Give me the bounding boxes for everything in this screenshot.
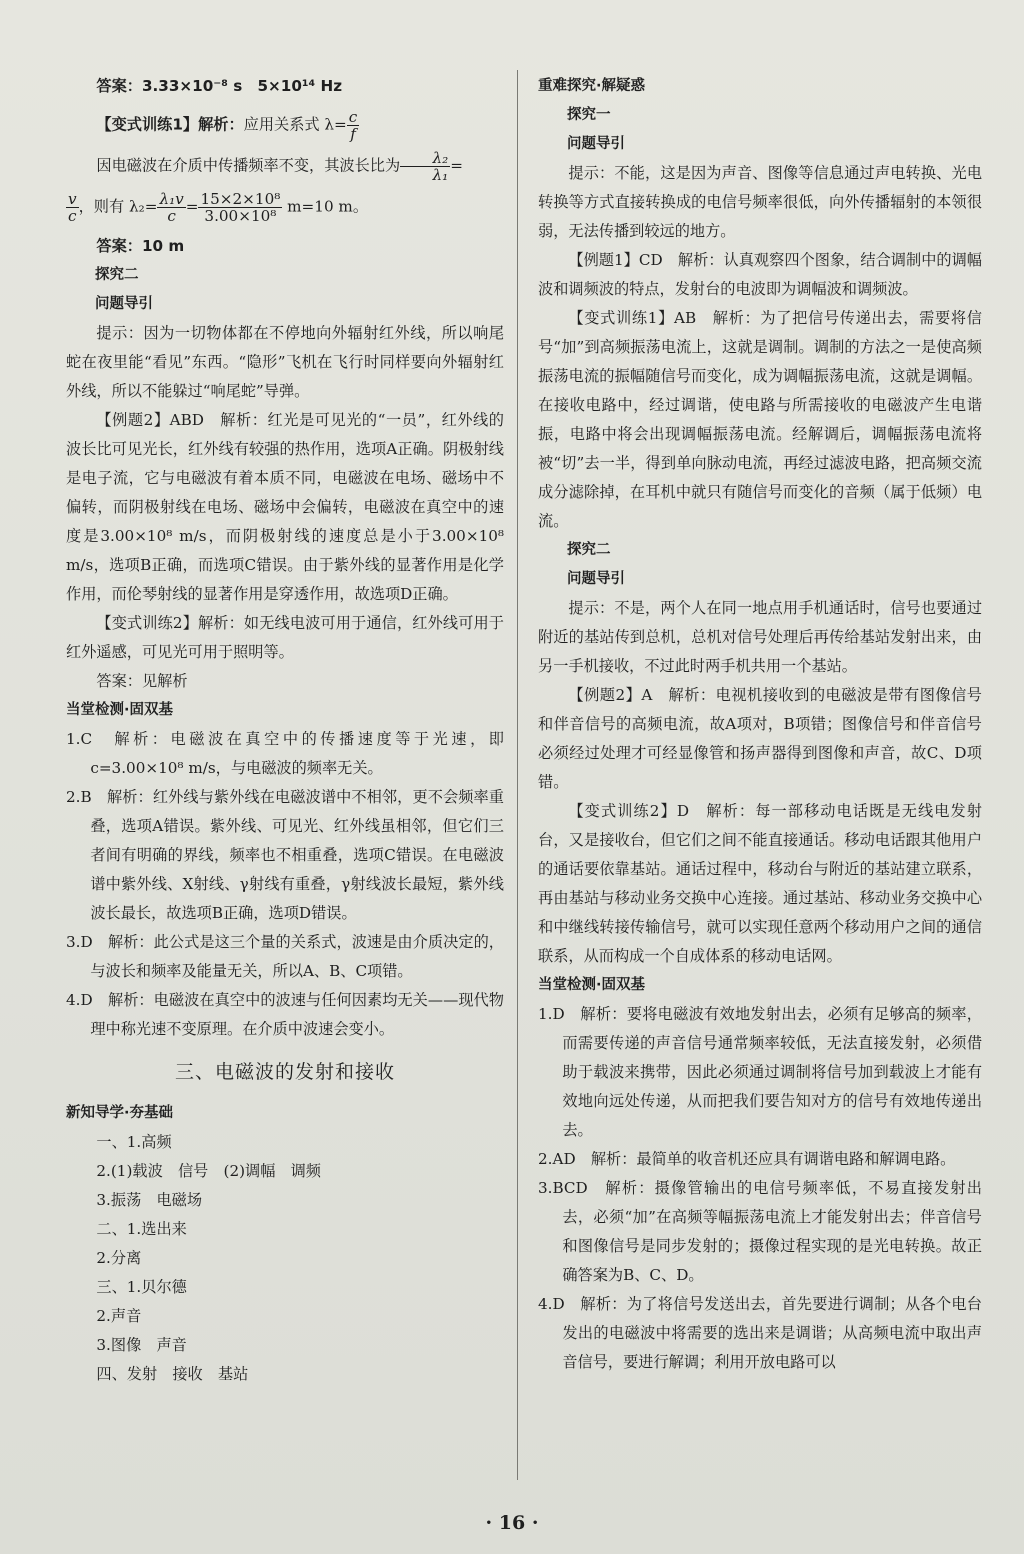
explore-heading: 探究二 [567, 542, 611, 558]
paragraph: 因电磁波在介质中传播频率不变，其波长比为 $\frac{\text{λ₂}}{\text{λ₁}}$ = [96, 149, 463, 184]
guide-heading: 问题导引 [567, 571, 625, 587]
question-3: 3.BCD 解析：摄像管输出的电信号频率低，不易直接发射出去，必须“加”在高频等幅振荡电流上才能发射出去；伴音信号和图像信号是同步发射的；摄像过程实现的是光电转换。故正确答案为B、C、D。 [538, 1179, 982, 1284]
example-1: 【例题1】CD 解析：认真观察四个图象，结合调制中的调幅波和调频波的特点，发射台的电波即为调幅波和调频波。 [538, 251, 982, 298]
knowledge-line: 2.(1)载波 信号 (2)调幅 调频 [96, 1162, 321, 1180]
knowledge-line: 2.分离 [96, 1249, 142, 1267]
knowledge-line: 2.声音 [96, 1307, 142, 1325]
section-heading: 重难探究·解疑惑 [538, 78, 646, 94]
question-2: 2.B 解析：红外线与紫外线在电磁波谱中不相邻，更不会频率重叠，选项A错误。紫外线、可见光、红外线虽相邻，但它们三者间有明确的界线，频率也不相重叠，选项C错误。在电磁波谱中紫外线、X射线、γ射线有重叠，γ射线波长最短，紫外线波长最长，故选项B正确，选项D错误。 [66, 788, 504, 922]
knowledge-line: 3.振荡 电磁场 [96, 1191, 203, 1209]
knowledge-line: 一、1.高频 [96, 1133, 172, 1151]
question-2: 2.AD 解析：最简单的收音机还应具有调谐电路和解调电路。 [538, 1150, 956, 1168]
section-heading: 当堂检测·固双基 [66, 702, 174, 718]
left-column [66, 72, 504, 1389]
page-number: · 16 · [485, 1512, 539, 1534]
guide-heading: 问题导引 [567, 136, 625, 152]
variant-training-1: 【变式训练1】解析：应用关系式 λ= $\frac{c}{f}$ [96, 108, 358, 143]
question-4: 4.D 解析：电磁波在真空中的波速与任何因素均无关——现代物理中称光速不变原理。在介质中波速会变小。 [66, 991, 504, 1038]
hint-paragraph: 提示：不是，两个人在同一地点用手机通话时，信号也要通过附近的基站传到总机，总机对信号处理后再传给基站发射出来，由另一手机接收，不过此时两手机共用一个基站。 [538, 599, 982, 675]
hint-paragraph: 提示：不能，这是因为声音、图像等信息通过声电转换、光电转换等方式直接转换成的电信号频率很低，向外传播辐射的本领很弱，无法传播到较远的地方。 [538, 164, 982, 240]
equation-line: $\frac{v}{c}$ ，则有 λ₂= $\frac{\text{λ₁v}}{c}$ = $\frac{\text{15×2×10⁸}}{\text{3.00×10⁸}}$ m=10 m。 [68, 190, 369, 225]
knowledge-line: 3.图像 声音 [96, 1336, 187, 1354]
knowledge-line: 四、发射 接收 基站 [96, 1365, 249, 1383]
question-1: 1.D 解析：要将电磁波有效地发射出去，必须有足够高的频率，而需要传递的声音信号通常频率较低，无法直接发射，必须借助于载波来携带，因此必须通过调制将信号加到载波上才能有效地向远处传递，从而把我们要告知对方的信号有效地传递出去。 [538, 1005, 982, 1139]
section-heading: 当堂检测·固双基 [538, 977, 646, 993]
chapter-title: 三、电磁波的发射和接收 [174, 1061, 395, 1083]
answer-line: 答案：10 m [96, 237, 185, 255]
knowledge-line: 三、1.贝尔德 [96, 1278, 187, 1296]
variant-training-2: 【变式训练2】D 解析：每一部移动电话既是无线电发射台，又是接收台，但它们之间不能直接通话。移动电话跟其他用户的通话要依靠基站。通话过程中，移动台与附近的基站建立联系，再由基站与移动业务交换中心连接。通过基站、移动业务交换中心和中继线转接传输信号，就可以实现任意两个移动用户之间的通信联系，从而构成一个自成体系的移动电话网。 [538, 802, 982, 965]
example-2: 【例题2】A 解析：电视机接收到的电磁波是带有图像信号和伴音信号的高频电流，故A项对，B项错；图像信号和伴音信号必须经过处理才可经显像管和扬声器得到图像和声音，故C、D项错。 [538, 686, 982, 791]
question-3: 3.D 解析：此公式是这三个量的关系式，波速是由介质决定的，与波长和频率及能量无关，所以A、B、C项错。 [66, 933, 504, 980]
variant-training-2: 【变式训练2】解析：如无线电波可用于通信，红外线可用于红外遥感，可见光可用于照明等。 [66, 614, 504, 661]
example-2: 【例题2】ABD 解析：红光是可见光的“一员”，红外线的波长比可见光长，红外线有较强的热作用，选项A正确。阴极射线是电子流，它与电磁波有着本质不同，电磁波在电场、磁场中不偏转，而阴极射线在电场、磁场中会偏转，电磁波在真空中的速度是3.00×10⁸ m/s，而阴极射线的速度总是小于3.00×10⁸ m/s，选项B正确，而选项C错误。由于紫外线的显著作用是化学作用，而伦琴射线的显著作用是穿透作用，故选项D正确。 [66, 411, 504, 603]
section-heading: 新知导学·夯基础 [66, 1105, 174, 1121]
explore-heading: 探究二 [95, 267, 139, 283]
knowledge-line: 二、1.选出来 [96, 1220, 187, 1238]
variant-training-1: 【变式训练1】AB 解析：为了把信号传递出去，需要将信号“加”到高频振荡电流上，这就是调制。调制的方法之一是使高频振荡电流的振幅随信号而变化，成为调幅振荡电流，这就是调幅。在接收电路中，经过调谐，使电路与所需接收的电磁波产生电谐振，电路中将会出现调幅振荡电流。经解调后，调幅振荡电流将被“切”去一半，得到单向脉动电流，再经过滤波电路，把高频交流成分滤除掉，在耳机中就只有随信号而变化的音频（属于低频）电流。 [538, 309, 982, 530]
hint-paragraph: 提示：因为一切物体都在不停地向外辐射红外线，所以响尾蛇在夜里能“看见”东西。“隐形”飞机在飞行时同样要向外辐射红外线，所以不能躲过“响尾蛇”导弹。 [66, 324, 504, 400]
guide-heading: 问题导引 [95, 296, 153, 312]
explore-heading: 探究一 [567, 107, 611, 123]
right-column [538, 72, 982, 1377]
question-1: 1.C 解析：电磁波在真空中的传播速度等于光速，即c=3.00×10⁸ m/s，与电磁波的频率无关。 [66, 730, 504, 777]
answer-line: 答案：见解析 [96, 672, 188, 690]
answer-line: 答案：3.33×10⁻⁸ s 5×10¹⁴ Hz [96, 77, 343, 95]
fraction: $\frac{c}{f}$ [348, 108, 358, 143]
column-divider [517, 70, 518, 1480]
question-4: 4.D 解析：为了将信号发送出去，首先要进行调制；从各个电台发出的电磁波中将需要的选出来是调谐；从高频电流中取出声音信号，要进行解调；利用开放电路可以 [538, 1295, 982, 1371]
fraction: $\frac{\text{λ₂}}{\text{λ₁}}$ [400, 150, 450, 183]
